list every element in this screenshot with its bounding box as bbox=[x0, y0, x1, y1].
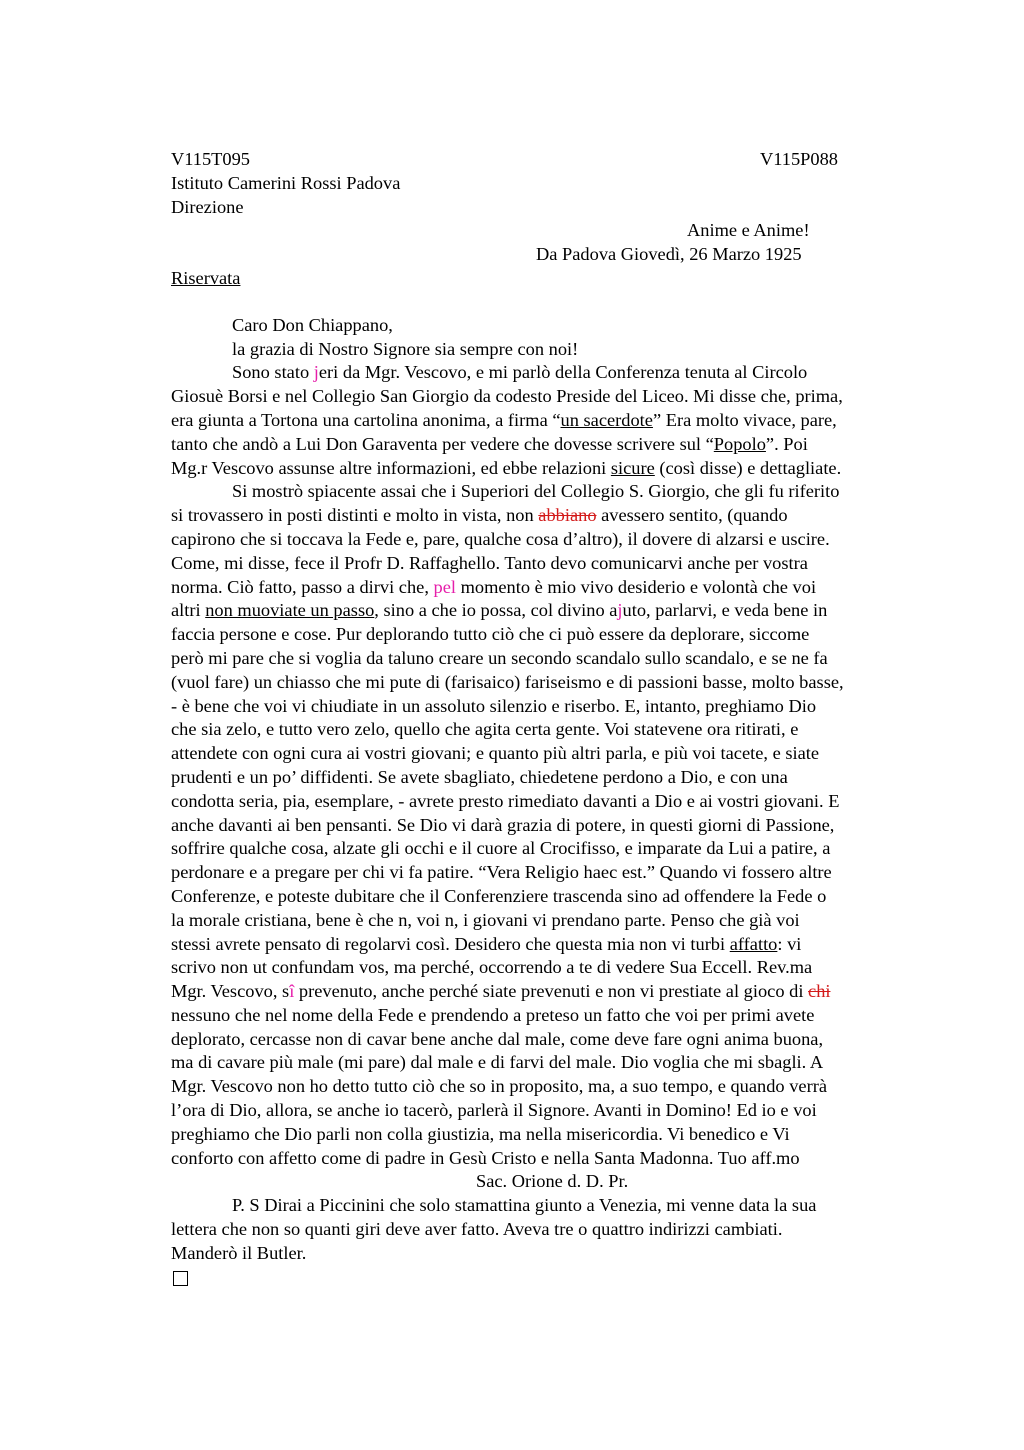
checkbox-row bbox=[171, 1266, 929, 1293]
p2-line-15: anche davanti ai ben pensanti. Se Dio vi darà grazia di potere, in questi giorni di Passione, bbox=[171, 814, 835, 835]
postscript bbox=[171, 1194, 929, 1265]
correction-mark: î bbox=[289, 981, 295, 1002]
struck-text: chi bbox=[808, 981, 831, 1002]
ps-line-2: lettera che non so quanti giri deve aver fatto. Aveva tre o quattro indirizzi cambiati. bbox=[171, 1219, 783, 1240]
text-fragment: (così disse) e dettagliate. bbox=[654, 457, 842, 478]
p2-line-9: (vuol fare) un chiasso che mi pute di (farisaico) fariseismo e di passioni basse, molto basse, bbox=[171, 671, 844, 692]
p2-line-22 bbox=[171, 980, 929, 1004]
paragraph-2 bbox=[171, 480, 929, 1170]
text-fragment: Sono stato bbox=[232, 362, 314, 383]
struck-text: abbiano bbox=[538, 505, 597, 526]
p2-line-29: conforto con affetto come di padre in Gesù Cristo e nella Santa Madonna. Tuo aff.mo bbox=[171, 1147, 800, 1168]
text-fragment: avessero sentito, (quando bbox=[596, 505, 788, 526]
text-fragment: ” Era molto vivace, pare, bbox=[652, 409, 837, 430]
p2-line-5 bbox=[171, 576, 929, 600]
p2-line-16: soffrire qualche cosa, alzate gli occhi e il cuore al Crocifisso, e imparate da Lui a patire, a bbox=[171, 838, 831, 859]
text-fragment: Mgr. Vescovo, s bbox=[171, 981, 290, 1002]
confidential-label bbox=[171, 267, 929, 291]
p2-line-7: faccia persone e cose. Pur deplorando tutto ciò che ci può essere da deplorare, siccome bbox=[171, 624, 810, 645]
signature: Sac. Orione d. D. Pr. bbox=[476, 1171, 629, 1192]
salutation: Caro Don Chiappano, bbox=[232, 314, 393, 335]
ps-line-1: P. S Dirai a Piccinini che solo stamattina giunto a Venezia, mi venne data la sua bbox=[232, 1195, 817, 1216]
p1-line-2: Giosuè Borsi e nel Collegio San Giorgio da codesto Preside del Liceo. Mi disse che, prima, bbox=[171, 386, 843, 407]
office-name: Direzione bbox=[171, 196, 244, 217]
p2-line-24: deplorato, cercasse non di cavar bene anche dal male, come deve fare ogni anima buona, bbox=[171, 1028, 824, 1049]
p2-line-20 bbox=[171, 933, 929, 957]
code-right: V115P088 bbox=[760, 149, 838, 169]
text-fragment: altri bbox=[171, 600, 206, 621]
p2-line-12: attendete con ogni cura ai vostri giovani; e quanto più altri parla, e più voi tacete, e siate bbox=[171, 743, 820, 764]
underlined-text: sicure bbox=[610, 457, 655, 478]
letter-page bbox=[171, 148, 929, 1292]
text-fragment: era giunta a Tortona una cartolina anonima, a firma “ bbox=[171, 409, 561, 430]
correction-mark: pel bbox=[433, 576, 456, 597]
blessing: la grazia di Nostro Signore sia sempre con noi! bbox=[232, 338, 579, 359]
square-outline-icon bbox=[173, 1271, 188, 1286]
spacer bbox=[171, 291, 929, 314]
p2-line-28: preghiamo che Dio parli non colla giustizia, ma nella misericordia. Vi benedico e Vi bbox=[171, 1123, 790, 1144]
text-fragment: tanto che andò a Lui Don Garaventa per vedere che dovesse scrivere sul “ bbox=[171, 433, 714, 454]
p2-line-8: però mi pare che si voglia da taluno creare un secondo scandalo sullo scandalo, e se ne fa bbox=[171, 647, 828, 668]
text-fragment: Mg.r Vescovo assunse altre informazioni, ed ebbe relazioni bbox=[171, 457, 611, 478]
document-codes bbox=[171, 148, 838, 172]
institution-name: Istituto Camerini Rossi Padova bbox=[171, 172, 401, 193]
p2-line-1: Si mostrò spiacente assai che i Superiori del Collegio S. Giorgio, che gli fu riferito bbox=[232, 481, 840, 502]
p2-line-10: - è bene che voi vi chiudiate in un assoluto silenzio e riserbo. E, intanto, preghiamo Dio bbox=[171, 695, 817, 716]
p2-line-25: ma di cavare più male (mi pare) dal male e di farvi del male. Dio voglia che mi sbagli. A bbox=[171, 1052, 824, 1073]
p2-line-26: Mgr. Vescovo non ho detto tutto ciò che so in proposito, ma, a suo tempo, e quando verrà bbox=[171, 1076, 827, 1097]
correction-mark: j bbox=[313, 362, 319, 383]
underlined-text: Popolo bbox=[713, 433, 766, 454]
p2-line-6 bbox=[171, 599, 929, 623]
underlined-text: affatto bbox=[729, 933, 778, 954]
confidential-text: Riservata bbox=[171, 267, 241, 288]
p2-line-19: la morale cristiana, bene è che n, voi n, i giovani vi prendano parte. Penso che già voi bbox=[171, 909, 800, 930]
underlined-text: un sacerdote bbox=[560, 409, 653, 430]
p2-line-27: l’ora di Dio, allora, se anche io tacerò, parlerà il Signore. Avanti in Domino! Ed io e voi bbox=[171, 1100, 817, 1121]
text-fragment: stessi avrete pensato di regolarvi così. Desidero che questa mia non vi turbi bbox=[171, 933, 730, 954]
p2-line-4: Come, mi disse, fece il Profr D. Raffaghello. Tanto devo comunicarvi anche per vostra bbox=[171, 552, 808, 573]
p2-line-3: capirono che si toccava la Fede e, pare, qualche cosa d’altro), il dovere di alzarsi e uscire. bbox=[171, 528, 830, 549]
text-fragment: norma. Ciò fatto, passo a dirvi che, bbox=[171, 576, 434, 597]
text-fragment: eri da Mgr. Vescovo, e mi parlò della Conferenza tenuta al Circolo bbox=[318, 362, 808, 383]
p1-line-4 bbox=[171, 433, 929, 457]
code-left: V115T095 bbox=[171, 149, 251, 169]
text-fragment: ”. Poi bbox=[765, 433, 808, 454]
p2-line-2 bbox=[171, 504, 929, 528]
place-date: Da Padova Giovedì, 26 Marzo 1925 bbox=[536, 244, 802, 265]
paragraph-1 bbox=[171, 361, 929, 480]
correction-mark: j bbox=[617, 600, 623, 621]
p1-line-3 bbox=[171, 409, 929, 433]
ps-line-3: Manderò il Butler. bbox=[171, 1242, 307, 1263]
p2-line-13: prudenti e un po’ diffidenti. Se avete sbagliato, chiedetene perdono a Dio, e con una bbox=[171, 766, 788, 787]
text-fragment: si trovassero in posti distinti e molto in vista, non bbox=[171, 505, 539, 526]
underlined-text: non muoviate un passo bbox=[205, 600, 375, 621]
text-fragment: : vi bbox=[777, 933, 802, 954]
p2-line-14: condotta seria, pia, esemplare, - avrete presto rimediato davanti a Dio e ai vostri giovani. E bbox=[171, 790, 840, 811]
p2-line-23: nessuno che nel nome della Fede e prendendo a preteso un fatto che voi per primi avete bbox=[171, 1004, 815, 1025]
p2-line-18: Conferenze, e poteste dubitare che il Conferenziere trascenda sino ad offendere la Fede o bbox=[171, 885, 827, 906]
p1-line-1 bbox=[171, 361, 929, 385]
p2-line-11: che sia zelo, e tutto vero zelo, quello che agita certa gente. Voi statevene ora ritirati, e bbox=[171, 719, 799, 740]
text-fragment: prevenuto, anche perché siate prevenuti e non vi prestiate al gioco di bbox=[294, 981, 809, 1002]
motto: Anime e Anime! bbox=[687, 220, 810, 241]
p2-line-17: perdonare e a pregare per chi vi fa patire. “Vera Religio haec est.” Quando vi fossero altre bbox=[171, 862, 832, 883]
text-fragment: , sino a che io possa, col divino a bbox=[374, 600, 618, 621]
text-fragment: uto, parlarvi, e veda bene in bbox=[622, 600, 828, 621]
p2-line-21: scrivo non ut confundam vos, ma perché, occorrendo a te di vedere Sua Eccell. Rev.ma bbox=[171, 957, 813, 978]
text-fragment: momento è mio vivo desiderio e volontà che voi bbox=[455, 576, 817, 597]
p1-line-5 bbox=[171, 457, 929, 481]
